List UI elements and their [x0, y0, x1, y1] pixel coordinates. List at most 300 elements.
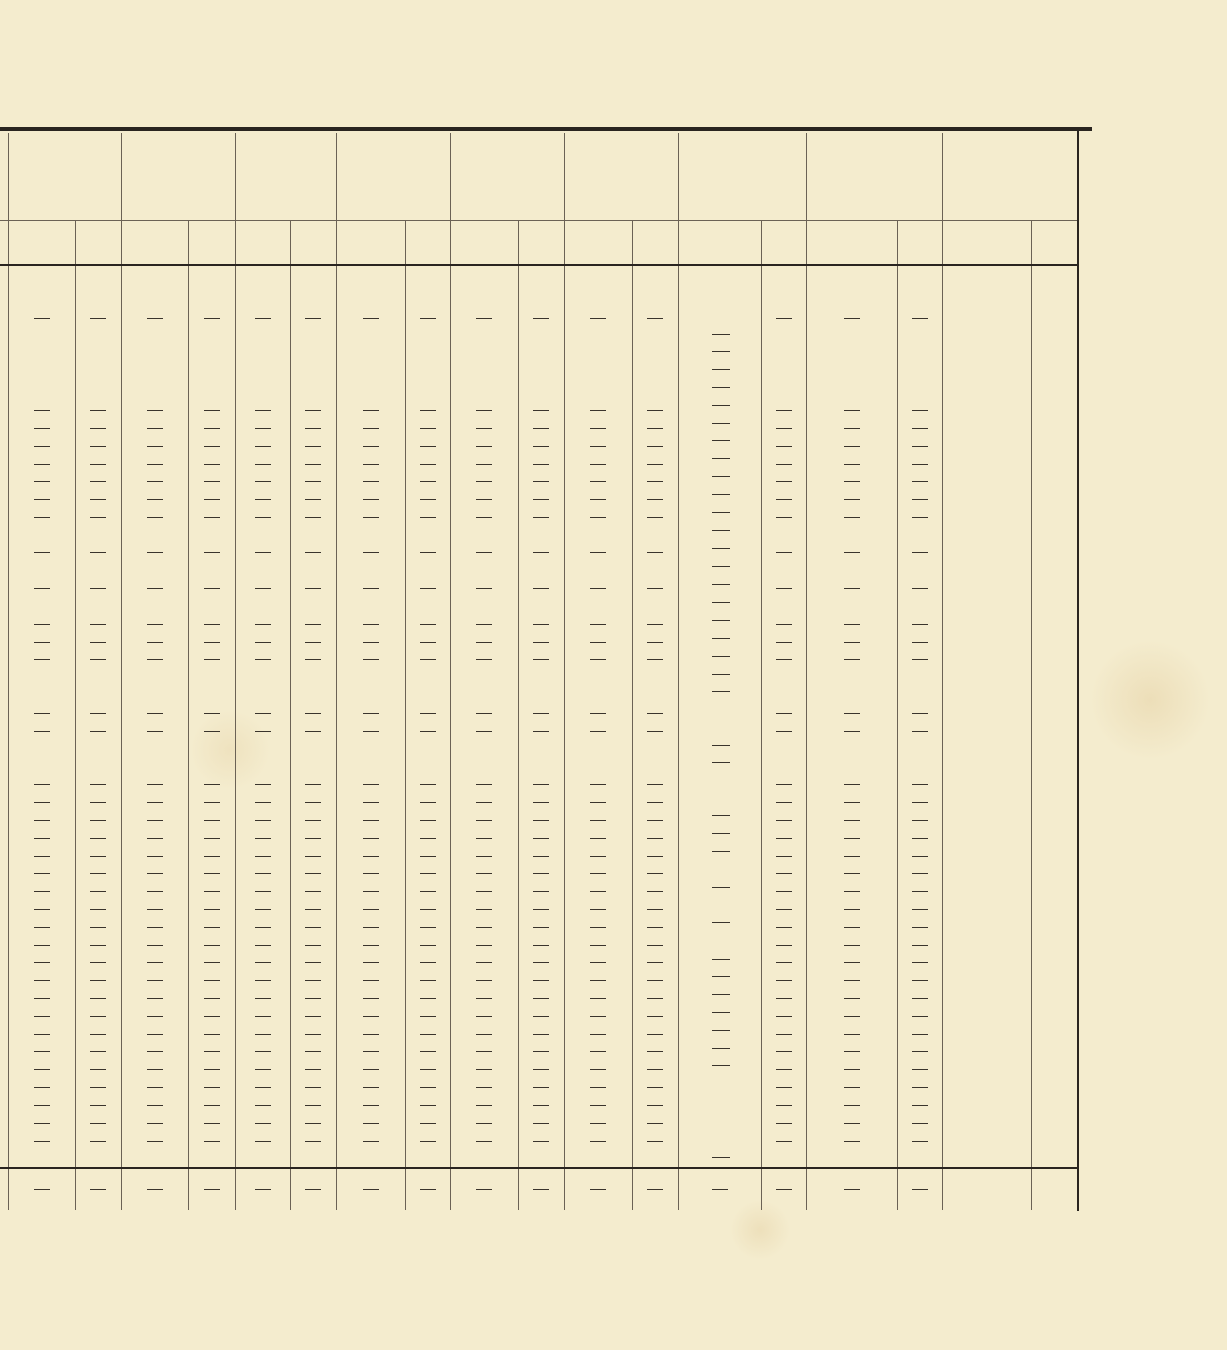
empty-cell-dash: [590, 428, 606, 429]
empty-cell-dash: [204, 1051, 220, 1052]
empty-cell-dash: [34, 873, 50, 874]
empty-cell-dash: [776, 998, 792, 999]
empty-cell-dash: [420, 820, 436, 821]
empty-cell-dash: [776, 802, 792, 803]
empty-cell-dash: [305, 784, 321, 785]
empty-cell-dash: [255, 1087, 271, 1088]
empty-cell-dash: [776, 552, 792, 553]
empty-cell-dash: [590, 1123, 606, 1124]
empty-cell-dash: [204, 446, 220, 447]
empty-cell-dash: [912, 873, 928, 874]
empty-cell-dash: [204, 998, 220, 999]
empty-cell-dash: [204, 499, 220, 500]
empty-cell-dash: [147, 659, 163, 660]
empty-cell-dash: [420, 517, 436, 518]
empty-cell-dash: [590, 998, 606, 999]
empty-cell-dash: [90, 1051, 106, 1052]
total-empty-dash: [90, 1189, 106, 1190]
total-empty-dash: [533, 1189, 549, 1190]
row-total-rubles: [948, 722, 1018, 740]
empty-cell-dash: [420, 318, 436, 319]
empty-cell-dash: [34, 624, 50, 625]
empty-cell-dash: [476, 891, 492, 892]
empty-cell-dash: [90, 446, 106, 447]
empty-cell-dash: [912, 731, 928, 732]
empty-cell-dash: [147, 927, 163, 928]
row-total-rubles: [948, 1078, 1018, 1096]
empty-cell-dash: [420, 838, 436, 839]
empty-cell-dash: [844, 410, 860, 411]
empty-cell-dash: [204, 1087, 220, 1088]
empty-cell-dash: [363, 1087, 379, 1088]
empty-cell-dash: [590, 624, 606, 625]
empty-cell-dash: [776, 891, 792, 892]
row-total-rubles: [948, 936, 1018, 954]
empty-cell-dash: [476, 428, 492, 429]
empty-cell-dash: [533, 945, 549, 946]
empty-cell-dash: [533, 1051, 549, 1052]
empty-cell-dash: [305, 588, 321, 589]
empty-cell-dash: [90, 1123, 106, 1124]
empty-cell-dash: [255, 1141, 271, 1142]
empty-cell-dash: [255, 1069, 271, 1070]
horse-column-dash: [712, 887, 730, 888]
total-empty-dash: [255, 1189, 271, 1190]
sub-column-divider: [761, 220, 762, 1210]
empty-cell-dash: [420, 945, 436, 946]
empty-cell-dash: [363, 464, 379, 465]
empty-cell-dash: [255, 980, 271, 981]
empty-cell-dash: [147, 891, 163, 892]
empty-cell-dash: [844, 820, 860, 821]
empty-cell-dash: [363, 1123, 379, 1124]
empty-cell-dash: [912, 1087, 928, 1088]
rubles-subheader: [336, 234, 405, 250]
empty-cell-dash: [305, 1051, 321, 1052]
empty-cell-dash: [533, 731, 549, 732]
row-total-rubles: [948, 490, 1018, 508]
empty-cell-dash: [420, 909, 436, 910]
empty-cell-dash: [533, 927, 549, 928]
empty-cell-dash: [305, 731, 321, 732]
empty-cell-dash: [420, 802, 436, 803]
empty-cell-dash: [776, 909, 792, 910]
empty-cell-dash: [34, 820, 50, 821]
kopecks-subheader: [761, 234, 806, 250]
empty-cell-dash: [533, 428, 549, 429]
empty-cell-dash: [533, 1069, 549, 1070]
empty-cell-dash: [255, 820, 271, 821]
empty-cell-dash: [34, 1016, 50, 1017]
empty-cell-dash: [590, 784, 606, 785]
empty-cell-dash: [844, 731, 860, 732]
empty-cell-dash: [305, 962, 321, 963]
empty-cell-dash: [90, 318, 106, 319]
empty-cell-dash: [204, 1123, 220, 1124]
empty-cell-dash: [590, 713, 606, 714]
empty-cell-dash: [34, 784, 50, 785]
empty-cell-dash: [204, 1141, 220, 1142]
empty-cell-dash: [204, 318, 220, 319]
empty-cell-dash: [305, 659, 321, 660]
empty-cell-dash: [204, 784, 220, 785]
empty-cell-dash: [647, 909, 663, 910]
empty-cell-dash: [147, 446, 163, 447]
empty-cell-dash: [255, 1051, 271, 1052]
empty-cell-dash: [34, 980, 50, 981]
group-divider: [806, 133, 807, 1210]
empty-cell-dash: [776, 659, 792, 660]
empty-cell-dash: [590, 481, 606, 482]
empty-cell-dash: [912, 1051, 928, 1052]
empty-cell-dash: [305, 499, 321, 500]
empty-cell-dash: [776, 980, 792, 981]
empty-cell-dash: [147, 980, 163, 981]
row-total-rubles: [948, 401, 1018, 419]
empty-cell-dash: [255, 909, 271, 910]
empty-cell-dash: [204, 802, 220, 803]
empty-cell-dash: [476, 1087, 492, 1088]
empty-cell-dash: [90, 1087, 106, 1088]
empty-cell-dash: [147, 1051, 163, 1052]
empty-cell-dash: [476, 927, 492, 928]
empty-cell-dash: [476, 552, 492, 553]
empty-cell-dash: [647, 1105, 663, 1106]
empty-cell-dash: [363, 802, 379, 803]
horse-column-dash: [712, 976, 730, 977]
horse-column-dash: [712, 638, 730, 639]
empty-cell-dash: [647, 642, 663, 643]
empty-cell-dash: [844, 784, 860, 785]
empty-cell-dash: [34, 1051, 50, 1052]
empty-cell-dash: [647, 856, 663, 857]
horse-column-dash: [712, 1065, 730, 1066]
empty-cell-dash: [912, 927, 928, 928]
empty-cell-dash: [363, 552, 379, 553]
empty-cell-dash: [363, 873, 379, 874]
row-total-kopecks: [1036, 615, 1076, 633]
rubles-subheader: [450, 234, 518, 250]
empty-cell-dash: [204, 713, 220, 714]
horse-column-dash: [712, 476, 730, 477]
empty-cell-dash: [90, 802, 106, 803]
empty-cell-dash: [147, 998, 163, 999]
empty-cell-dash: [34, 838, 50, 839]
empty-cell-dash: [90, 659, 106, 660]
empty-cell-dash: [90, 1069, 106, 1070]
empty-cell-dash: [647, 1069, 663, 1070]
empty-cell-dash: [844, 1087, 860, 1088]
empty-cell-dash: [204, 731, 220, 732]
empty-cell-dash: [647, 588, 663, 589]
empty-cell-dash: [305, 1087, 321, 1088]
empty-cell-dash: [912, 962, 928, 963]
empty-cell-dash: [204, 588, 220, 589]
empty-cell-dash: [305, 909, 321, 910]
row-total-kopecks: [1036, 579, 1076, 597]
empty-cell-dash: [776, 838, 792, 839]
row-total-rubles: [948, 437, 1018, 455]
empty-cell-dash: [147, 873, 163, 874]
empty-cell-dash: [647, 873, 663, 874]
empty-cell-dash: [844, 1051, 860, 1052]
empty-cell-dash: [776, 1087, 792, 1088]
empty-cell-dash: [912, 446, 928, 447]
empty-cell-dash: [255, 517, 271, 518]
empty-cell-dash: [590, 909, 606, 910]
empty-cell-dash: [844, 481, 860, 482]
empty-cell-dash: [255, 731, 271, 732]
empty-cell-dash: [305, 624, 321, 625]
empty-cell-dash: [255, 1123, 271, 1124]
empty-cell-dash: [34, 588, 50, 589]
empty-cell-dash: [844, 838, 860, 839]
kopecks-subheader: [518, 234, 564, 250]
empty-cell-dash: [533, 499, 549, 500]
empty-cell-dash: [844, 517, 860, 518]
empty-cell-dash: [647, 998, 663, 999]
row-total-rubles: [948, 419, 1018, 437]
empty-cell-dash: [533, 1141, 549, 1142]
empty-cell-dash: [34, 1123, 50, 1124]
empty-cell-dash: [90, 909, 106, 910]
empty-cell-dash: [912, 517, 928, 518]
empty-cell-dash: [476, 517, 492, 518]
row-total-kopecks: [1036, 1096, 1076, 1114]
empty-cell-dash: [420, 891, 436, 892]
empty-cell-dash: [363, 1034, 379, 1035]
empty-cell-dash: [90, 962, 106, 963]
horse-column-dash: [712, 548, 730, 549]
empty-cell-dash: [590, 927, 606, 928]
empty-cell-dash: [420, 980, 436, 981]
empty-cell-dash: [647, 980, 663, 981]
row-total-kopecks: [1036, 918, 1076, 936]
kopecks-subheader: [405, 234, 450, 250]
grand-total-kopecks: [1036, 1180, 1076, 1198]
empty-cell-dash: [420, 1123, 436, 1124]
empty-cell-dash: [420, 856, 436, 857]
empty-cell-dash: [420, 1141, 436, 1142]
empty-cell-dash: [305, 1016, 321, 1017]
row-total-rubles: [948, 543, 1018, 561]
empty-cell-dash: [647, 820, 663, 821]
sub-column-divider: [632, 220, 633, 1210]
empty-cell-dash: [147, 410, 163, 411]
empty-cell-dash: [363, 820, 379, 821]
empty-cell-dash: [255, 624, 271, 625]
empty-cell-dash: [912, 642, 928, 643]
group-divider: [8, 133, 9, 1210]
empty-cell-dash: [34, 642, 50, 643]
empty-cell-dash: [476, 1016, 492, 1017]
empty-cell-dash: [647, 659, 663, 660]
empty-cell-dash: [34, 1141, 50, 1142]
empty-cell-dash: [34, 659, 50, 660]
empty-cell-dash: [420, 428, 436, 429]
empty-cell-dash: [305, 428, 321, 429]
empty-cell-dash: [533, 713, 549, 714]
total-empty-dash: [776, 1189, 792, 1190]
empty-cell-dash: [34, 1105, 50, 1106]
empty-cell-dash: [476, 410, 492, 411]
empty-cell-dash: [844, 1016, 860, 1017]
empty-cell-dash: [476, 464, 492, 465]
empty-cell-dash: [844, 446, 860, 447]
empty-cell-dash: [590, 1034, 606, 1035]
empty-cell-dash: [533, 820, 549, 821]
horse-column-dash: [712, 494, 730, 495]
row-total-rubles: [948, 633, 1018, 651]
empty-cell-dash: [476, 784, 492, 785]
empty-cell-dash: [776, 731, 792, 732]
empty-cell-dash: [533, 1034, 549, 1035]
horse-column-dash: [712, 674, 730, 675]
sub-column-divider: [405, 220, 406, 1210]
empty-cell-dash: [305, 873, 321, 874]
empty-cell-dash: [844, 1105, 860, 1106]
empty-cell-dash: [34, 856, 50, 857]
empty-cell-dash: [34, 1069, 50, 1070]
empty-cell-dash: [363, 731, 379, 732]
empty-cell-dash: [420, 1087, 436, 1088]
empty-cell-dash: [912, 410, 928, 411]
empty-cell-dash: [844, 909, 860, 910]
empty-cell-dash: [476, 1034, 492, 1035]
empty-cell-dash: [647, 1141, 663, 1142]
row-total-rubles: [948, 309, 1018, 327]
empty-cell-dash: [912, 1069, 928, 1070]
empty-cell-dash: [776, 1123, 792, 1124]
empty-cell-dash: [305, 464, 321, 465]
empty-cell-dash: [147, 481, 163, 482]
row-total-rubles: [948, 704, 1018, 722]
row-total-kopecks: [1036, 1060, 1076, 1078]
empty-cell-dash: [647, 945, 663, 946]
empty-cell-dash: [420, 464, 436, 465]
empty-cell-dash: [912, 820, 928, 821]
empty-cell-dash: [90, 927, 106, 928]
empty-cell-dash: [533, 659, 549, 660]
horse-column-dash: [712, 530, 730, 531]
empty-cell-dash: [147, 802, 163, 803]
empty-cell-dash: [776, 784, 792, 785]
empty-cell-dash: [363, 481, 379, 482]
row-total-kopecks: [1036, 419, 1076, 437]
empty-cell-dash: [305, 552, 321, 553]
row-total-kopecks: [1036, 508, 1076, 526]
rubles-subheader: [678, 234, 761, 250]
empty-cell-dash: [420, 784, 436, 785]
horse-column-dash: [712, 815, 730, 816]
empty-cell-dash: [844, 873, 860, 874]
horse-column-dash: [712, 994, 730, 995]
empty-cell-dash: [363, 1105, 379, 1106]
empty-cell-dash: [204, 980, 220, 981]
empty-cell-dash: [476, 659, 492, 660]
empty-cell-dash: [776, 428, 792, 429]
empty-cell-dash: [647, 1051, 663, 1052]
row-total-kopecks: [1036, 882, 1076, 900]
row-total-kopecks: [1036, 309, 1076, 327]
empty-cell-dash: [844, 499, 860, 500]
empty-cell-dash: [204, 838, 220, 839]
horse-column-dash: [712, 351, 730, 352]
empty-cell-dash: [363, 713, 379, 714]
empty-cell-dash: [255, 838, 271, 839]
empty-cell-dash: [476, 945, 492, 946]
empty-cell-dash: [363, 624, 379, 625]
empty-cell-dash: [776, 642, 792, 643]
empty-cell-dash: [147, 1069, 163, 1070]
empty-cell-dash: [844, 588, 860, 589]
empty-cell-dash: [476, 1105, 492, 1106]
empty-cell-dash: [34, 927, 50, 928]
empty-cell-dash: [305, 1034, 321, 1035]
empty-cell-dash: [647, 624, 663, 625]
horse-column-dash: [712, 584, 730, 585]
horse-column-dash: [712, 1030, 730, 1031]
empty-cell-dash: [34, 499, 50, 500]
row-total-rubles: [948, 1007, 1018, 1025]
empty-cell-dash: [647, 1087, 663, 1088]
group-divider: [450, 133, 451, 1210]
horse-column-dash: [712, 762, 730, 763]
empty-cell-dash: [776, 1016, 792, 1017]
empty-cell-dash: [647, 410, 663, 411]
empty-cell-dash: [363, 962, 379, 963]
empty-cell-dash: [420, 962, 436, 963]
empty-cell-dash: [363, 945, 379, 946]
empty-cell-dash: [844, 464, 860, 465]
rubles-subheader: [806, 234, 897, 250]
row-total-rubles: [948, 989, 1018, 1007]
empty-cell-dash: [34, 318, 50, 319]
empty-cell-dash: [912, 891, 928, 892]
empty-cell-dash: [844, 1141, 860, 1142]
empty-cell-dash: [844, 1123, 860, 1124]
empty-cell-dash: [90, 891, 106, 892]
empty-cell-dash: [647, 446, 663, 447]
horse-column-dash: [712, 1048, 730, 1049]
empty-cell-dash: [255, 499, 271, 500]
empty-cell-dash: [147, 820, 163, 821]
empty-cell-dash: [255, 891, 271, 892]
empty-cell-dash: [647, 731, 663, 732]
row-total-rubles: [948, 1096, 1018, 1114]
empty-cell-dash: [476, 909, 492, 910]
empty-cell-dash: [776, 499, 792, 500]
empty-cell-dash: [776, 873, 792, 874]
horse-column-dash: [712, 369, 730, 370]
total-rule: [0, 1167, 1077, 1169]
empty-cell-dash: [90, 980, 106, 981]
empty-cell-dash: [255, 481, 271, 482]
horse-column-dash: [712, 959, 730, 960]
empty-cell-dash: [476, 481, 492, 482]
empty-cell-dash: [647, 552, 663, 553]
empty-cell-dash: [912, 802, 928, 803]
empty-cell-dash: [255, 856, 271, 857]
row-total-kopecks: [1036, 953, 1076, 971]
empty-cell-dash: [776, 624, 792, 625]
empty-cell-dash: [912, 998, 928, 999]
empty-cell-dash: [90, 998, 106, 999]
empty-cell-dash: [420, 588, 436, 589]
empty-cell-dash: [34, 517, 50, 518]
horse-column-dash: [712, 387, 730, 388]
rubles-subheader: [8, 234, 75, 250]
